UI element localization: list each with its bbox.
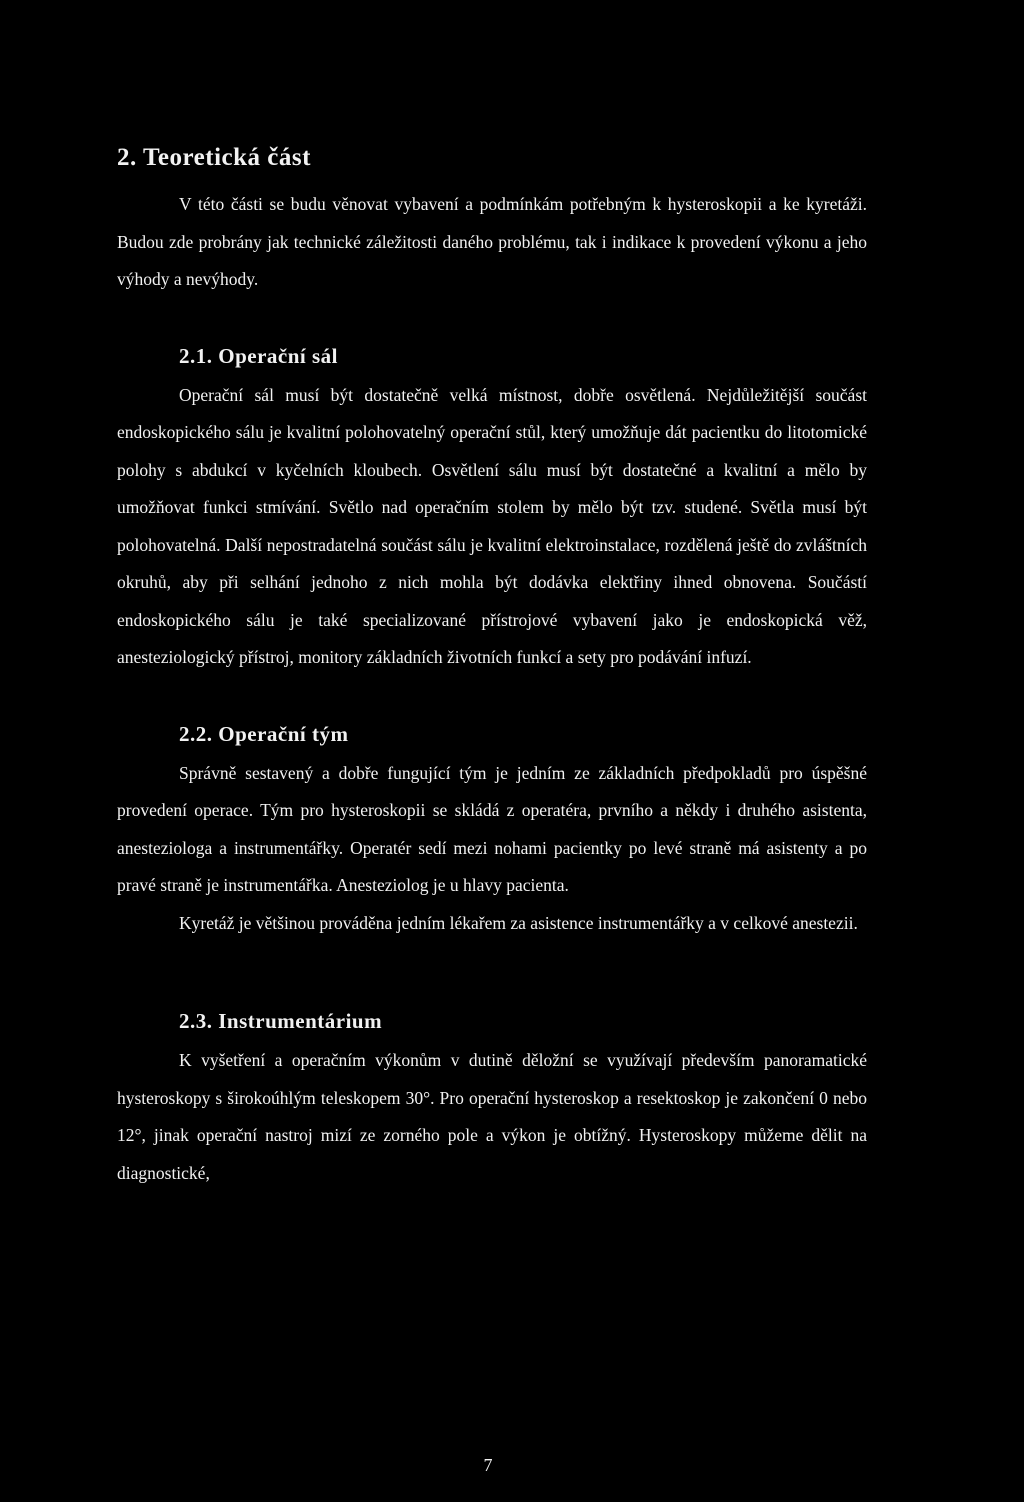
section-paragraph: Správně sestavený a dobře fungující tým je jedním ze základních předpokladů pro úspěšné provedení operace. Tým pro hysteroskopii se skládá z operatéra, prvního a někdy i druhého asistenta, anesteziologa a instrumentářky. Operatér sedí mezi nohami pacientky po levé straně má asistenty a po pravé straně je instrumentářka. Anesteziolog je u hlavy pacienta. xyxy=(117,762,867,895)
spacer xyxy=(117,942,867,1006)
section-paragraph: K vyšetření a operačním výkonům v dutině děložní se využívají především panoramatické hysteroskopy s širokoúhlým teleskopem 30°. Pro operační hysteroskop a resektoskop je zakončení 0 nebo 12°, jinak operační nastroj mizí ze zorného pole a výkon je obtížný. Hysteroskopy můžeme dělit na diagnostické, xyxy=(117,1050,867,1183)
document-page xyxy=(117,140,867,1192)
section-title-operacni-tym: 2.2. Operační tým xyxy=(179,721,349,746)
chapter-title: 2. Teoretická část xyxy=(117,144,311,171)
intro-paragraph: V této části se budu věnovat vybavení a podmínkám potřebným k hysteroskopii a ke kyretáži. Budou zde probrány jak technické záležitosti daného problému, tak i indikace k provedení výkonu a jeho výhody a nevýhody. xyxy=(117,194,867,289)
section-title-instrumentarium: 2.3. Instrumentárium xyxy=(179,1009,383,1033)
spacer xyxy=(117,299,867,341)
section-paragraph: Operační sál musí být dostatečně velká místnost, dobře osvětlená. Nejdůležitější součást endoskopického sálu je kvalitní polohovatelný operační stůl, který umožňuje dát pacientku do litotomické polohy s abdukcí v kyčelních kloubech. Osvětlení sálu musí být dostatečné a kvalitní a mělo by umožňovat funkci stmívání. Světlo nad operačním stolem by mělo být tzv. studené. Světla musí být polohovatelná. Další nepostradatelná součást sálu je kvalitní elektroinstalace, rozdělená ještě do zvláštních okruhů, aby při selhání jednoho z nich mohla být dodávka elektřiny ihned obnovena. Součástí endoskopického sálu je také specializované přístrojové vybavení jako je endoskopická věž, anesteziologický přístroj, monitory základních životních funkcí a sety pro podávání infuzí. xyxy=(117,384,867,667)
section-paragraph: Kyretáž je většinou prováděna jedním lékařem za asistence instrumentářky a v celkové anestezii. xyxy=(179,912,858,933)
spacer xyxy=(117,677,867,719)
page-number: 7 xyxy=(483,1455,493,1475)
section-title-operacni-sal: 2.1. Operační sál xyxy=(179,343,338,368)
